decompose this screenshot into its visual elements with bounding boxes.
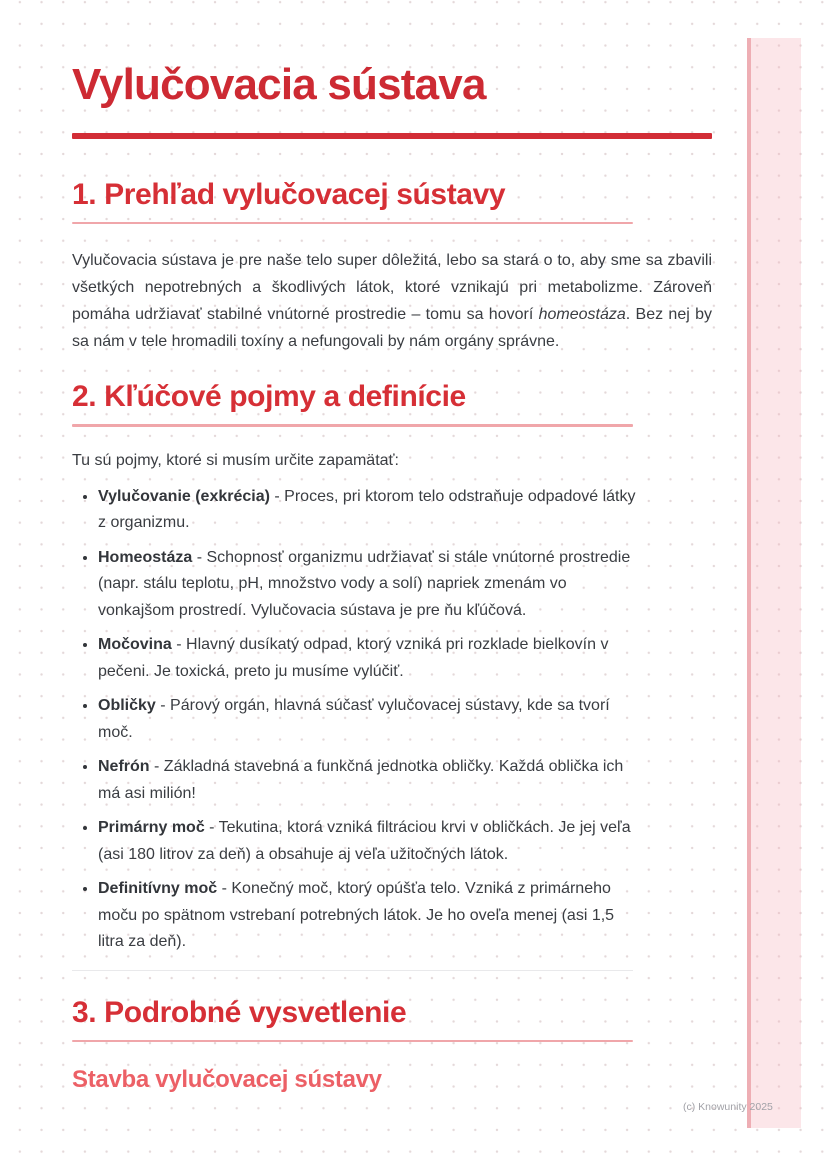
section-1-heading: 1. Prehľad vylučovacej sústavy	[72, 177, 506, 211]
term-description: - Základná stavebná a funkčná jednotka obličky. Každá oblička ich má asi milión!	[98, 758, 624, 802]
overview-italic-term: homeostáza	[538, 306, 626, 324]
section-1-underline	[72, 222, 633, 225]
overview-text-start: Vylučovacia sústava je pre naše telo super dôležitá, lebo sa stará o to, aby sme sa zbavili všetkých nepotrebných a škodlivých látok, ktoré vznikajú pri metabolizme. Zároveň pomáha udržiavať stabilné vnútorné prostredie – tomu sa hovorí	[72, 252, 712, 324]
term-label: Obličky	[98, 697, 156, 715]
list-item	[98, 876, 643, 956]
term-description: - Proces, pri ktorom telo odstraňuje odpadové látky z organizmu.	[98, 487, 636, 532]
term-label: Močovina	[98, 636, 172, 654]
term-label: Definitívny moč	[98, 880, 218, 898]
section-3-underline	[72, 1040, 633, 1043]
term-label: Primárny moč	[98, 819, 205, 837]
term-description: - Schopnosť organizmu udržiavať si stále vnútorné prostredie (napr. stálu teplotu, pH, množstvo vody a solí) napriek zmenám vo vonkajšom prostredí. Vylučovacia sústava je pre ňu kľúčová.	[98, 548, 631, 619]
list-item	[98, 632, 643, 685]
list-item	[98, 815, 643, 868]
term-description: - Párový orgán, hlavná súčasť vylučovacej sústavy, kde sa tvorí moč.	[98, 697, 610, 741]
section-3-heading: 3. Podrobné vysvetlenie	[72, 995, 407, 1029]
side-stripe	[747, 38, 801, 1128]
overview-paragraph	[72, 247, 712, 355]
section-overview	[72, 177, 712, 356]
page-title: Vylučovacia sústava	[72, 60, 486, 109]
term-label: Nefrón	[98, 758, 150, 776]
term-description: - Konečný moč, ktorý opúšťa telo. Vzniká z primárneho moču po spätnom vstrebaní potrebných látok. Je ho oveľa menej (asi 1,5 litra za deň).	[98, 880, 615, 951]
list-item	[98, 484, 643, 537]
page-content	[72, 0, 712, 1095]
section-divider	[72, 970, 633, 971]
list-item	[98, 693, 643, 746]
term-description: - Hlavný dusíkatý odpad, ktorý vzniká pri rozklade bielkovín v pečeni. Je toxická, preto ju musíme vylúčiť.	[98, 636, 609, 680]
section-detail	[72, 995, 712, 1095]
section-key-terms	[72, 379, 712, 956]
footer-credit: (c) Knowunity 2025	[683, 1101, 773, 1113]
list-item	[98, 545, 643, 625]
list-item	[98, 754, 643, 807]
overview-text-end: . Bez nej by sa nám v tele hromadili toxíny a nefungovali by nám orgány správne.	[72, 306, 712, 351]
section-2-underline	[72, 424, 633, 427]
key-terms-list	[72, 484, 712, 956]
detail-subheading: Stavba vylučovacej sústavy	[72, 1066, 382, 1094]
term-label: Vylučovanie (exkrécia)	[98, 487, 270, 505]
section-2-heading: 2. Kľúčové pojmy a definície	[72, 380, 466, 414]
term-description: - Tekutina, ktorá vzniká filtráciou krvi v obličkách. Je jej veľa (asi 180 litrov za deň) a obsahuje aj veľa užitočných látok.	[98, 819, 631, 863]
title-rule	[72, 133, 712, 139]
term-label: Homeostáza	[98, 548, 193, 566]
key-terms-intro: Tu sú pojmy, ktoré si musím určite zapamätať:	[72, 451, 399, 469]
